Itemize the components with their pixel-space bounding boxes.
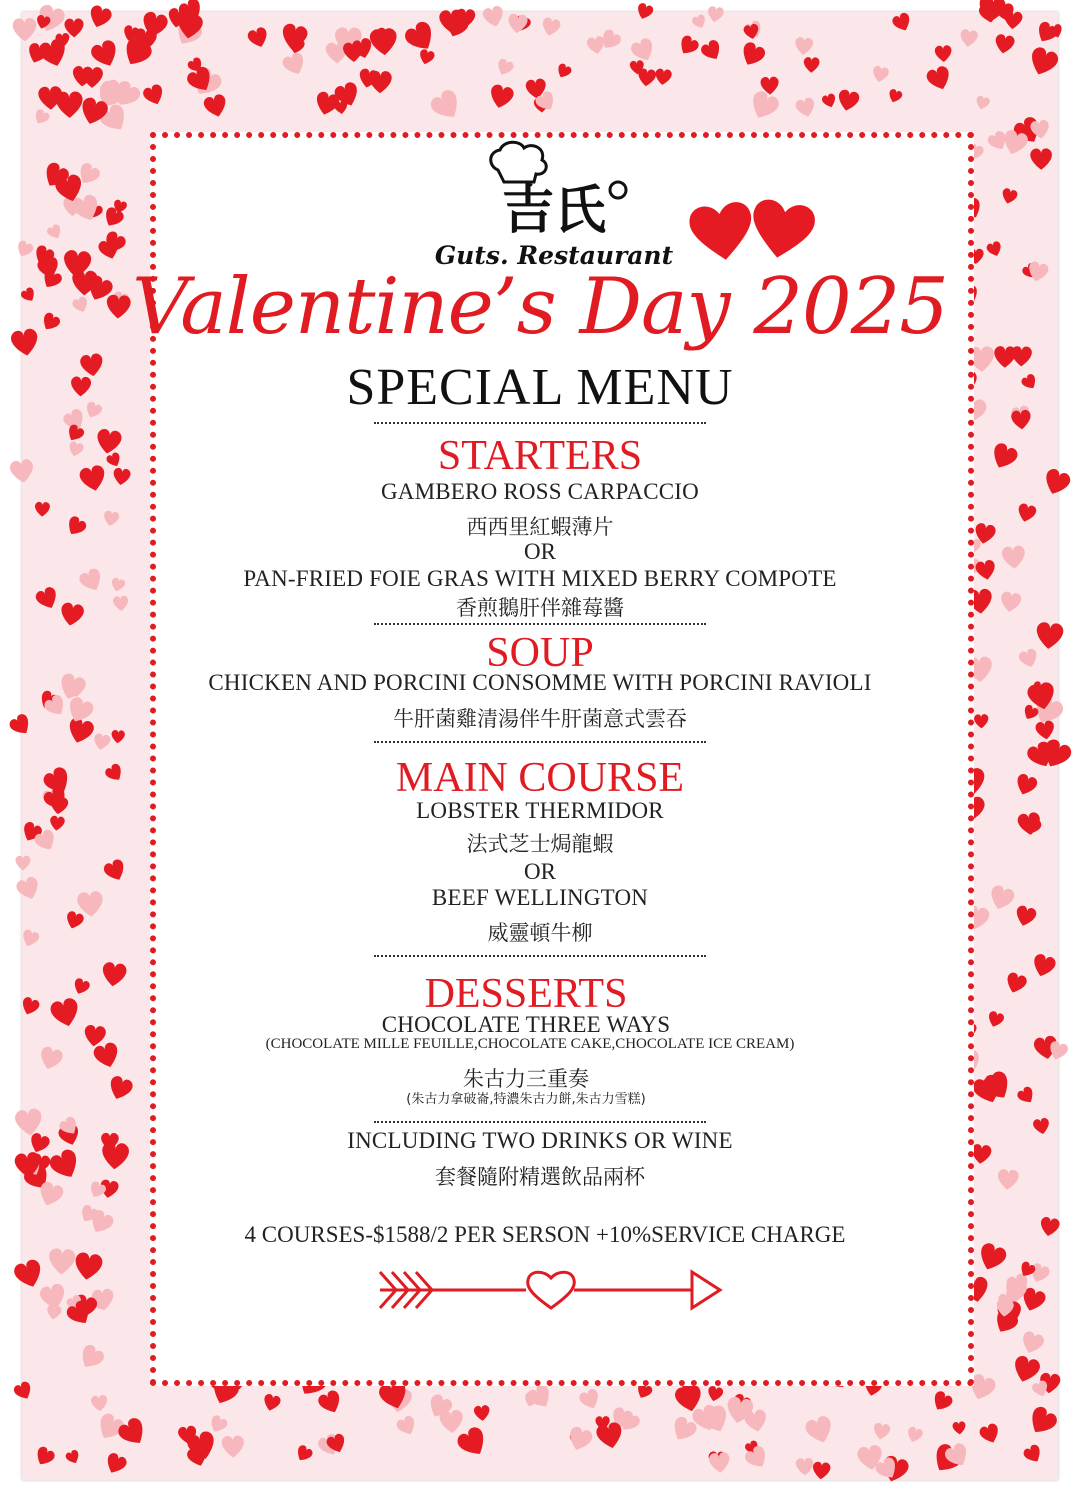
heart-icon (279, 22, 309, 51)
drinks-line: INCLUDING TWO DRINKS OR WINE (347, 1128, 733, 1153)
heart-icon (89, 38, 122, 71)
heart-icon (418, 48, 436, 66)
heart-icon (246, 26, 270, 50)
heart-icon (92, 733, 111, 752)
heart-icon (887, 88, 904, 104)
divider (374, 955, 706, 957)
main-item-1: LOBSTER THERMIDOR (416, 798, 664, 823)
heart-icon (1033, 20, 1059, 46)
heart-icon (64, 1449, 81, 1466)
heart-icon (202, 93, 229, 119)
heart-icon (141, 83, 166, 108)
heart-icon (76, 1342, 107, 1373)
heart-icon (707, 6, 725, 24)
heart-icon (73, 1251, 104, 1281)
heart-icon (794, 37, 813, 56)
desserts-heading: DESSERTS (424, 971, 628, 1017)
heart-icon (32, 108, 51, 127)
heart-icon (428, 87, 465, 124)
twin-hearts-icon (686, 196, 820, 266)
heart-icon (402, 19, 439, 56)
heart-icon (555, 62, 573, 80)
heart-icon (872, 1422, 891, 1441)
drinks-line-chinese: 套餐隨附精選飲品兩杯 (435, 1165, 645, 1189)
heart-icon (709, 1452, 731, 1474)
heart-icon (316, 1388, 344, 1416)
dessert-item-chinese-detail: (朱古力拿破崙,特濃朱古力餅,朱古力雪糕) (406, 1092, 646, 1107)
main-item-1-chinese: 法式芝士焗龍蝦 (466, 832, 614, 856)
heart-icon (1025, 1404, 1060, 1439)
chef-hat-icon (491, 142, 547, 182)
heart-icon (540, 16, 561, 37)
or-separator: OR (524, 539, 556, 564)
dessert-item: CHOCOLATE THREE WAYS (381, 1012, 671, 1037)
heart-icon (482, 5, 506, 29)
heart-icon (1019, 1330, 1046, 1357)
main-item-2: BEEF WELLINGTON (431, 885, 649, 910)
starter-item-2: PAN-FRIED FOIE GRAS WITH MIXED BERRY COMPOTE (243, 566, 837, 591)
heart-icon (746, 89, 781, 124)
heart-icon (56, 91, 83, 118)
heart-icon (676, 34, 701, 59)
restaurant-logo (434, 136, 674, 272)
heart-icon (929, 1389, 954, 1414)
divider (374, 741, 706, 743)
divider (374, 1121, 706, 1123)
arrow-heart-icon (376, 1264, 726, 1316)
dessert-item-chinese: 朱古力三重奏 (463, 1067, 589, 1091)
heart-icon (1022, 1443, 1045, 1466)
heart-icon (507, 13, 528, 34)
heart-icon (578, 1387, 603, 1412)
heart-icon (654, 68, 672, 86)
heart-icon (1000, 187, 1018, 205)
heart-icon (48, 1248, 76, 1275)
logo-chinese-mark: 吉氏 (501, 181, 607, 241)
logo-brand-name: Guts. Restaurant (434, 241, 674, 270)
heart-icon (207, 1414, 229, 1436)
main-course-heading: MAIN COURSE (395, 755, 685, 801)
heart-icon (33, 1445, 57, 1469)
heart-icon (935, 45, 953, 63)
heart-icon (803, 1414, 835, 1446)
starters-heading: STARTERS (437, 433, 643, 479)
heart-icon (13, 18, 37, 42)
heart-icon (738, 40, 768, 69)
heart-icon (871, 65, 890, 84)
heart-icon (796, 1458, 814, 1476)
heart-icon (495, 58, 515, 78)
heart-icon (1030, 148, 1052, 170)
heart-icon (395, 1414, 419, 1438)
heart-icon (959, 29, 979, 48)
heart-icon (222, 1435, 245, 1458)
heart-icon (487, 83, 515, 110)
valentines-title: Valentine’s Day 2025 (132, 262, 948, 352)
heart-icon (821, 93, 838, 110)
heart-icon (974, 95, 990, 111)
heart-icon (455, 1424, 492, 1461)
soup-item: CHICKEN AND PORCINI CONSOMME WITH PORCINI RAVIOLI (208, 670, 872, 695)
heart-icon (14, 239, 34, 259)
heart-icon (699, 38, 725, 63)
starter-item-1: GAMBERO ROSS CARPACCIO (381, 479, 699, 504)
heart-icon (46, 1304, 62, 1320)
heart-icon (952, 1421, 966, 1435)
heart-icon (91, 1395, 109, 1413)
heart-icon (629, 36, 658, 65)
heart-icon (978, 1422, 1002, 1446)
heart-icon (586, 35, 606, 55)
soup-item-chinese: 牛肝菌雞清湯伴牛肝菌意式雲吞 (393, 707, 687, 731)
heart-icon (635, 2, 655, 22)
heart-icon (925, 64, 954, 93)
heart-icon (905, 1426, 924, 1445)
price-line: 4 COURSES-$1588/2 PER SERSON +10%SERVICE CHARGE (244, 1222, 846, 1247)
heart-icon (794, 97, 817, 120)
heart-icon (87, 4, 114, 31)
heart-icon (566, 1425, 595, 1453)
heart-icon (262, 1393, 282, 1413)
heart-icon (12, 1380, 35, 1402)
heart-icon (369, 28, 398, 57)
or-separator: OR (524, 859, 556, 884)
heart-icon (985, 240, 1003, 258)
heart-icon (281, 51, 309, 78)
divider (374, 422, 706, 424)
heart-icon (46, 223, 64, 241)
heart-icon (836, 89, 860, 113)
main-item-2-chinese: 威靈頓牛柳 (487, 921, 593, 945)
heart-icon (1010, 1354, 1041, 1385)
divider (374, 623, 706, 625)
soup-heading: SOUP (486, 630, 594, 676)
heart-icon (706, 1385, 724, 1403)
heart-icon (891, 11, 914, 34)
heart-icon (812, 1461, 831, 1480)
heart-icon (103, 1451, 129, 1477)
heart-icon (994, 33, 1016, 55)
heart-icon (1026, 45, 1060, 79)
dessert-item-detail: (CHOCOLATE MILLE FEUILLE,CHOCOLATE CAKE,CHOCOLATE ICE CREAM) (265, 1036, 795, 1052)
starter-item-2-chinese: 香煎鵝肝伴雜莓醬 (456, 596, 624, 620)
heart-icon (803, 57, 819, 73)
starter-item-1-chinese: 西西里紅蝦薄片 (466, 515, 614, 539)
heart-icon (691, 13, 708, 30)
heart-icon (294, 1444, 315, 1465)
special-menu-title: SPECIAL MENU (346, 359, 734, 416)
heart-icon (12, 1258, 46, 1291)
heart-icon (474, 1405, 491, 1422)
